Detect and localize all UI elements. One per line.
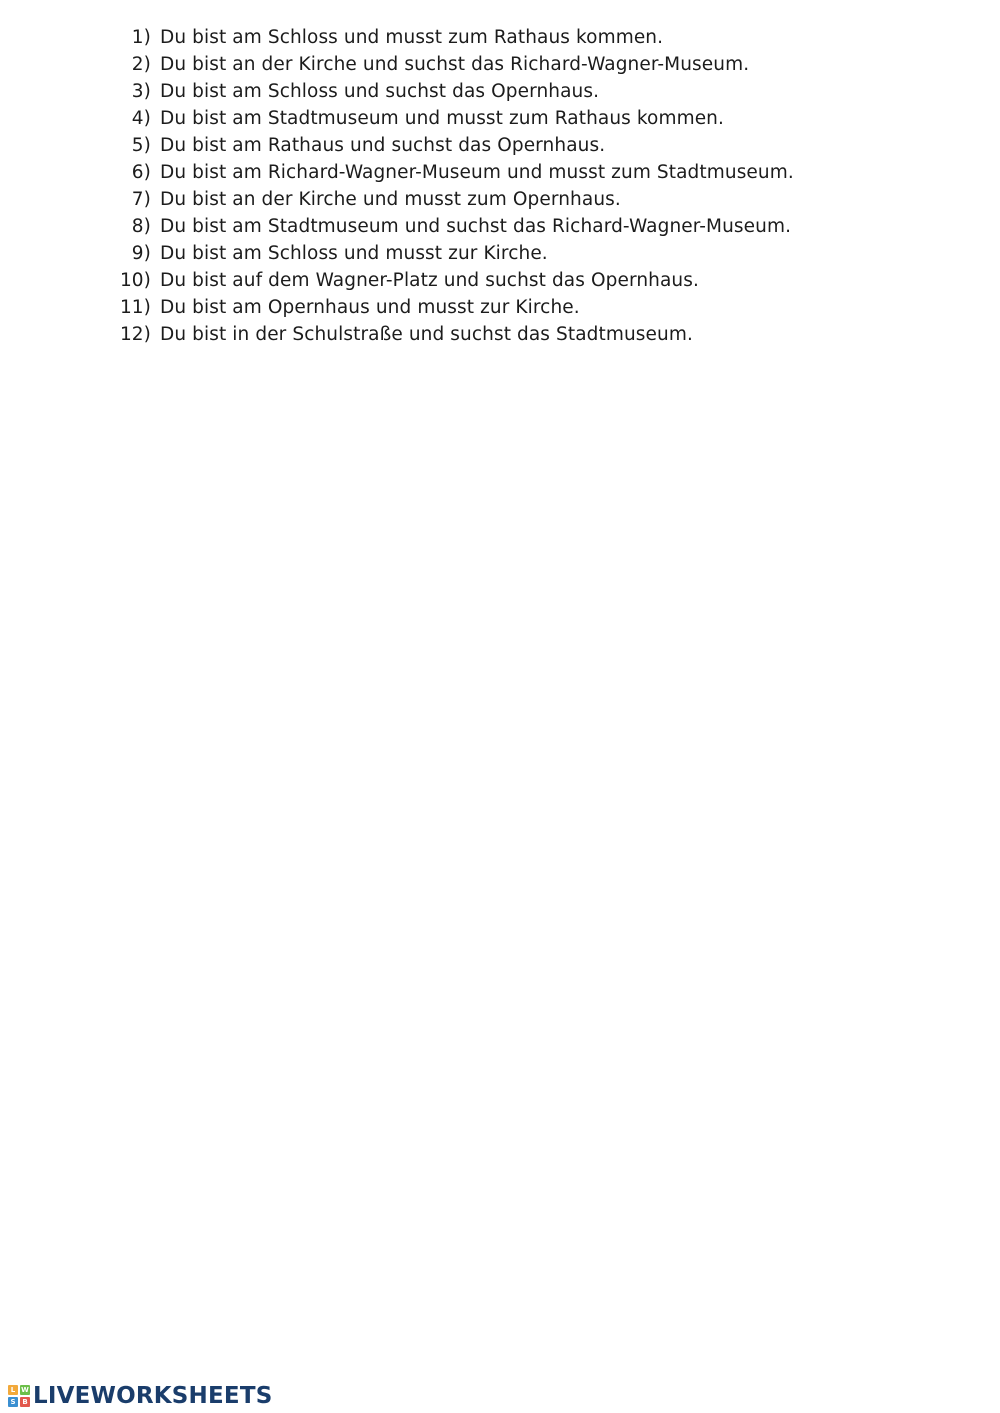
logo-block: B — [20, 1397, 30, 1407]
question-text: Du bist am Schloss und suchst das Opernhaus. — [160, 81, 600, 102]
question-item-1 — [0, 24, 1000, 51]
question-number: 6) — [131, 162, 151, 183]
question-item-12 — [0, 321, 1000, 348]
question-text: Du bist am Stadtmuseum und suchst das Richard-Wagner-Museum. — [160, 216, 792, 237]
question-number: 10) — [119, 270, 151, 291]
question-number: 12) — [119, 324, 151, 345]
question-item-9 — [0, 240, 1000, 267]
question-text: Du bist am Schloss und musst zur Kirche. — [160, 243, 548, 264]
question-number: 11) — [119, 297, 151, 318]
question-item-5 — [0, 132, 1000, 159]
logo-blocks-icon — [8, 1385, 30, 1407]
question-number: 3) — [131, 81, 151, 102]
question-number: 1) — [131, 27, 151, 48]
question-item-11 — [0, 294, 1000, 321]
question-number: 9) — [131, 243, 151, 264]
question-text: Du bist in der Schulstraße und suchst das Stadtmuseum. — [160, 324, 693, 345]
question-number: 5) — [131, 135, 151, 156]
question-text: Du bist am Rathaus und suchst das Opernhaus. — [160, 135, 606, 156]
logo-block: W — [21, 1386, 29, 1394]
logo-block: L — [8, 1385, 18, 1395]
question-item-3 — [0, 78, 1000, 105]
question-text: Du bist am Richard-Wagner-Museum und musst zum Stadtmuseum. — [160, 162, 794, 183]
question-item-7 — [0, 186, 1000, 213]
question-text: Du bist am Schloss und musst zum Rathaus kommen. — [160, 27, 664, 48]
logo-wordmark: LIVEWORKSHEETS — [33, 1383, 273, 1409]
question-text: Du bist an der Kirche und musst zum Opernhaus. — [160, 189, 621, 210]
question-number: 4) — [131, 108, 151, 129]
question-text: Du bist an der Kirche und suchst das Richard-Wagner-Museum. — [160, 54, 750, 75]
question-number: 2) — [131, 54, 151, 75]
question-item-4 — [0, 105, 1000, 132]
question-number: 8) — [131, 216, 151, 237]
logo-block: S — [8, 1397, 18, 1407]
question-item-6 — [0, 159, 1000, 186]
worksheet-question-list — [0, 24, 1000, 348]
question-number: 7) — [131, 189, 151, 210]
question-text: Du bist am Opernhaus und musst zur Kirche. — [160, 297, 580, 318]
question-item-2 — [0, 51, 1000, 78]
question-text: Du bist auf dem Wagner-Platz und suchst das Opernhaus. — [160, 270, 699, 291]
question-item-8 — [0, 213, 1000, 240]
liveworksheets-logo — [8, 1383, 272, 1409]
question-item-10 — [0, 267, 1000, 294]
question-text: Du bist am Stadtmuseum und musst zum Rathaus kommen. — [160, 108, 724, 129]
